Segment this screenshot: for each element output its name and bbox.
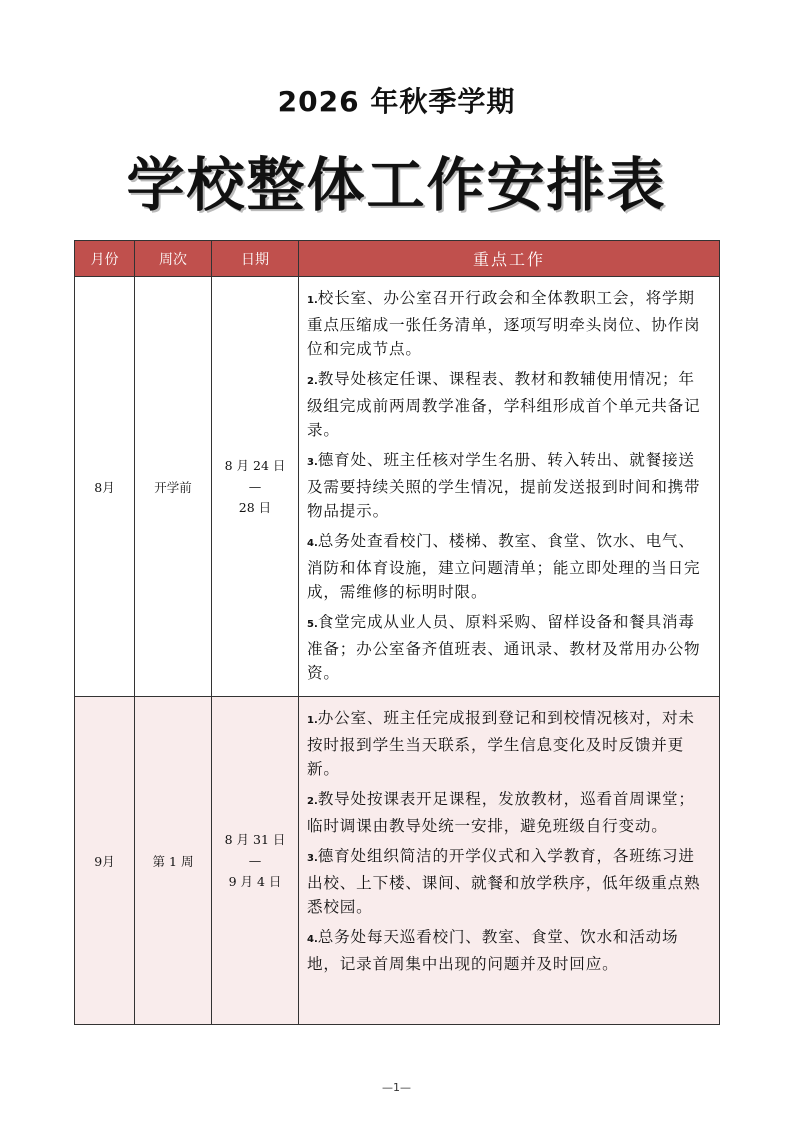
item-text: 校长室、办公室召开行政会和全体教职工会，将学期重点压缩成一张任务清单，逐项写明牵头岗位、协作岗位和完成节点。 <box>307 289 701 358</box>
date-cell <box>212 697 299 1025</box>
item-text: 总务处查看校门、楼梯、教室、食堂、饮水、电气、消防和体育设施，建立问题清单；能立即处理的当日完成，需维修的标明时限。 <box>307 532 701 601</box>
item-number: 4. <box>307 538 318 549</box>
item-text: 教导处按课表开足课程，发放教材，巡看首周课堂；临时调课由教导处统一安排，避免班级自行变动。 <box>307 790 695 835</box>
work-item <box>307 925 711 976</box>
work-item <box>307 286 711 361</box>
week-cell: 开学前 <box>135 277 212 697</box>
schedule-table <box>74 240 720 1025</box>
item-text: 德育处组织简洁的开学仪式和入学教育，各班练习进出校、上下楼、课间、就餐和放学秩序，低年级重点熟悉校园。 <box>307 847 701 916</box>
page-number: —1— <box>382 1081 411 1094</box>
table-header-row <box>75 241 720 277</box>
header-date: 日期 <box>212 241 299 277</box>
item-number: 4. <box>307 934 318 945</box>
item-number: 3. <box>307 853 318 864</box>
work-item <box>307 448 711 523</box>
date-end: 28 日 <box>238 500 272 515</box>
item-text: 办公室、班主任完成报到登记和到校情况核对，对未按时报到学生当天联系，学生信息变化及时反馈并更新。 <box>307 709 695 778</box>
month-cell: 8月 <box>75 277 135 697</box>
item-text: 德育处、班主任核对学生名册、转入转出、就餐接送及需要持续关照的学生情况，提前发送报到时间和携带物品提示。 <box>307 451 701 520</box>
month-cell: 9月 <box>75 697 135 1025</box>
work-item <box>307 844 711 919</box>
item-number: 1. <box>307 295 318 306</box>
header-key-work: 重点工作 <box>299 241 720 277</box>
date-end: 9 月 4 日 <box>228 874 282 889</box>
date-separator: — <box>248 853 262 868</box>
header-week: 周次 <box>135 241 212 277</box>
page-title: 学校整体工作安排表 <box>126 151 667 219</box>
subtitle-semester: 2026 年秋季学期 <box>277 85 516 118</box>
item-number: 5. <box>307 619 318 630</box>
date-start: 8 月 31 日 <box>224 832 286 847</box>
work-item <box>307 610 711 685</box>
work-cell <box>299 697 720 1025</box>
date-separator: — <box>248 479 262 494</box>
header-month: 月份 <box>75 241 135 277</box>
item-number: 2. <box>307 376 318 387</box>
work-cell <box>299 277 720 697</box>
work-item <box>307 529 711 604</box>
item-text: 总务处每天巡看校门、教室、食堂、饮水和活动场地，记录首周集中出现的问题并及时回应。 <box>307 928 679 973</box>
item-number: 2. <box>307 796 318 807</box>
work-item <box>307 787 711 838</box>
item-number: 3. <box>307 457 318 468</box>
date-start: 8 月 24 日 <box>224 458 286 473</box>
table-row <box>75 697 720 1025</box>
date-cell <box>212 277 299 697</box>
table-row <box>75 277 720 697</box>
item-text: 食堂完成从业人员、原料采购、留样设备和餐具消毒准备；办公室备齐值班表、通讯录、教材及常用办公物资。 <box>307 613 701 682</box>
week-cell: 第 1 周 <box>135 697 212 1025</box>
work-item <box>307 367 711 442</box>
work-item <box>307 706 711 781</box>
item-number: 1. <box>307 715 318 726</box>
item-text: 教导处核定任课、课程表、教材和教辅使用情况；年级组完成前两周教学准备，学科组形成首个单元共备记录。 <box>307 370 701 439</box>
